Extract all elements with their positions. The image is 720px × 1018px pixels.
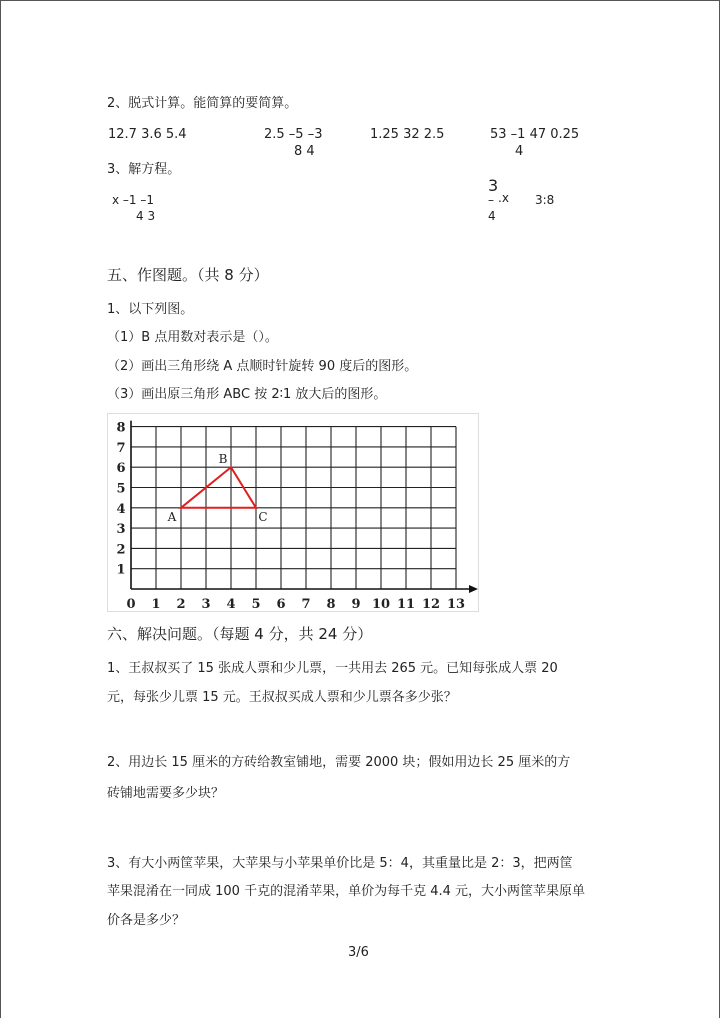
expr-3: 1.25 32 2.5 xyxy=(370,127,445,142)
x-tick-label: 7 xyxy=(301,597,311,611)
x-tick-label: 5 xyxy=(251,597,261,611)
expr-4-top: 53 –1 47 0.25 xyxy=(490,127,580,142)
question-5-1-part-1: （1）B 点用数对表示是（）。 xyxy=(107,330,278,345)
y-tick-label: 3 xyxy=(116,522,126,538)
problem-3-line-2: 苹果混淆在一同成 100 千克的混淆苹果，单价为每千克 4.4 元，大小两筐苹果原单 xyxy=(107,884,586,899)
equation-1-bottom: 4 3 xyxy=(136,209,156,223)
expr-2-bottom: 8 4 xyxy=(294,144,315,159)
y-tick-label: 5 xyxy=(116,481,126,497)
x-tick-label: 12 xyxy=(421,597,441,611)
y-tick-label: 6 xyxy=(116,461,126,477)
x-tick-label: 10 xyxy=(371,597,391,611)
x-tick-label: 9 xyxy=(351,597,361,611)
y-tick-label: 8 xyxy=(116,420,126,436)
problem-1-line-2: 元，每张少儿票 15 元。王叔叔买成人票和少儿票各多少张？ xyxy=(107,690,457,705)
coordinate-grid xyxy=(108,414,478,611)
x-tick-label: 1 xyxy=(151,597,161,611)
x-tick-label: 2 xyxy=(176,597,186,611)
y-tick-label: 1 xyxy=(116,562,126,578)
x-tick-label: 0 xyxy=(126,597,136,611)
vertex-label-c: C xyxy=(258,509,268,524)
x-tick-label: 6 xyxy=(276,597,286,611)
page-number: 3/6 xyxy=(348,945,369,960)
equation-2-x: .x xyxy=(498,191,509,205)
equation-2-fraction-bar: – xyxy=(488,193,494,207)
question-5-1-part-2: （2）画出三角形绕 A 点顺时针旋转 90 度后的图形。 xyxy=(107,359,418,374)
expr-2-top: 2.5 –5 –3 xyxy=(264,127,323,142)
y-tick-label: 4 xyxy=(116,501,126,517)
x-tick-label: 11 xyxy=(396,597,416,611)
section-2-heading: 2、脱式计算。能简算的要简算。 xyxy=(107,96,298,111)
page-border-top xyxy=(0,0,720,1)
y-tick-label: 7 xyxy=(116,440,126,456)
problem-2-line-1: 2、用边长 15 厘米的方砖给教室铺地，需要 2000 块；假如用边长 25 厘米的方 xyxy=(107,755,571,770)
problem-2-line-2: 砖铺地需要多少块？ xyxy=(107,786,225,801)
vertex-label-b: B xyxy=(218,452,228,467)
equation-2-numerator: 3 xyxy=(488,176,499,195)
equation-1-top: x –1 –1 xyxy=(112,193,154,207)
x-tick-label: 4 xyxy=(226,597,236,611)
equation-2-ratio: 3:8 xyxy=(535,193,555,207)
problem-1-line-1: 1、王叔叔买了 15 张成人票和少儿票，一共用去 265 元。已知每张成人票 20 xyxy=(107,661,558,676)
y-tick-label: 2 xyxy=(116,542,126,558)
x-tick-label: 8 xyxy=(326,597,336,611)
section-3-heading: 3、解方程。 xyxy=(107,162,181,177)
coordinate-grid-figure xyxy=(107,413,479,612)
x-tick-label: 3 xyxy=(201,597,211,611)
vertex-label-a: A xyxy=(167,509,177,524)
question-5-1-part-3: （3）画出原三角形 ABC 按 2∶1 放大后的图形。 xyxy=(107,387,387,402)
equation-2-denominator: 4 xyxy=(488,209,496,223)
page-border-left xyxy=(0,0,1,1018)
section-6-heading: 六、解决问题。（每题 4 分，共 24 分） xyxy=(107,625,373,643)
x-tick-label: 13 xyxy=(446,597,466,611)
question-5-1: 1、以下列图。 xyxy=(107,302,194,317)
expr-4-bottom: 4 xyxy=(515,144,524,159)
problem-3-line-3: 价各是多少？ xyxy=(107,913,186,928)
x-axis-arrow xyxy=(469,585,478,593)
problem-3-line-1: 3、有大小两筐苹果，大苹果与小苹果单价比是 5：4，其重量比是 2：3，把两筐 xyxy=(107,856,573,871)
expr-1: 12.7 3.6 5.4 xyxy=(108,127,187,142)
section-5-heading: 五、作图题。（共 8 分） xyxy=(107,266,269,284)
